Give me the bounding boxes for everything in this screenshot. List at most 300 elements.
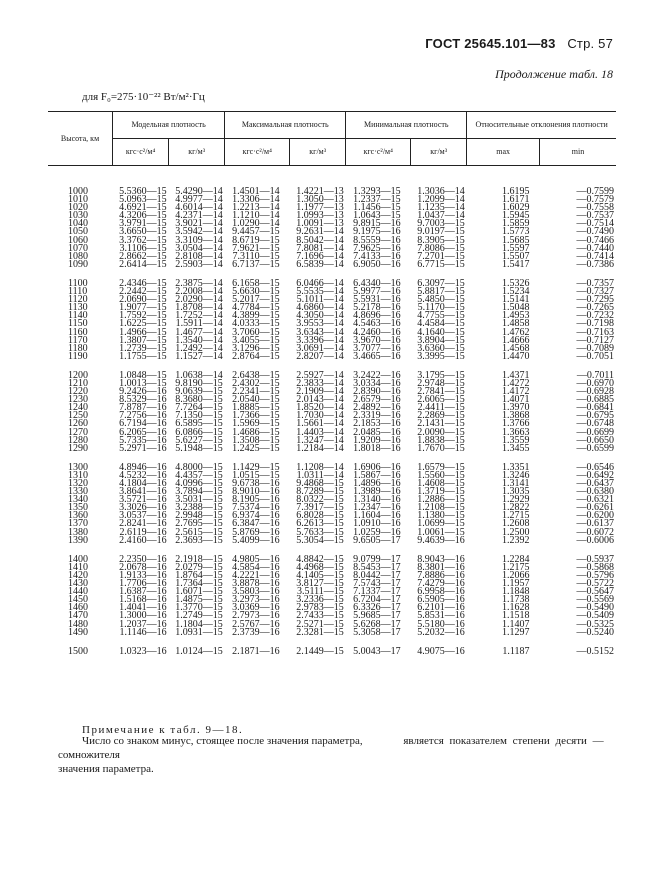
value-cell: 1.0643—15 xyxy=(353,210,401,222)
value-cell: 1.0515—15 xyxy=(232,469,280,481)
height-cell: 1160 xyxy=(68,326,88,338)
height-cell: 1000 xyxy=(68,186,88,197)
value-cell: 1.2347—16 xyxy=(353,502,401,514)
value-cell: 1.3036—14 xyxy=(417,186,465,197)
value-cell: 6.2101—16 xyxy=(417,602,465,614)
value-cell: 2.0090—15 xyxy=(417,426,465,438)
value-cell: 2.1449—15 xyxy=(296,645,344,657)
value-cell: 1.2184—14 xyxy=(296,442,344,454)
max-header: max xyxy=(467,139,540,166)
height-header: Высота, км xyxy=(48,112,113,166)
value-cell: 5.6268—17 xyxy=(353,618,401,630)
value-cell: 7.9621—15 xyxy=(232,242,280,254)
value-cell: —0.7579 xyxy=(576,194,614,206)
value-cell: 2.4346—15 xyxy=(119,277,167,289)
value-cell: —0.6380 xyxy=(576,486,614,498)
value-cell: 3.0334—16 xyxy=(353,377,401,389)
value-cell: —0.7198 xyxy=(576,318,614,330)
height-cell: 1040 xyxy=(68,218,88,230)
value-cell: 1.4953 xyxy=(502,310,530,322)
value-cell: 4.2371—14 xyxy=(175,210,223,222)
value-cell: 1.3306—14 xyxy=(232,194,280,206)
value-cell: 1.2492—14 xyxy=(175,342,223,354)
value-cell: —0.5325 xyxy=(576,618,614,630)
value-cell: 1.1628 xyxy=(502,602,530,614)
value-cell: 5.9685—17 xyxy=(353,610,401,622)
value-cell: 3.6343—14 xyxy=(296,326,344,338)
value-cell: 1.2739—15 xyxy=(119,342,167,354)
value-cell: 8.0322—15 xyxy=(296,494,344,506)
height-cell: 1020 xyxy=(68,202,88,214)
value-cell: 1.2929 xyxy=(502,494,530,506)
unit-header: кг/м³ xyxy=(290,139,346,166)
value-cell: 7.2701—15 xyxy=(417,250,465,262)
value-cell: 9.0799—17 xyxy=(353,553,401,565)
value-cell: 1.0091—13 xyxy=(296,218,344,230)
value-cell: 2.0540—15 xyxy=(232,394,280,406)
value-cell: 2.6065—15 xyxy=(417,394,465,406)
value-cell: 6.7194—16 xyxy=(119,418,167,430)
value-cell: —0.6072 xyxy=(576,526,614,538)
value-cell: 1.5969—15 xyxy=(232,418,280,430)
height-cell: 1410 xyxy=(68,561,88,573)
value-cell: 5.0043—17 xyxy=(353,645,401,657)
height-cell: 1240 xyxy=(68,402,88,414)
value-cell: 5.5180—16 xyxy=(417,618,465,630)
value-cell: 2.5927—14 xyxy=(296,369,344,381)
value-cell: 1.6029 xyxy=(502,202,530,214)
value-cell: 6.3097—15 xyxy=(417,277,465,289)
value-cell: —0.6492 xyxy=(576,469,614,481)
value-cell: 7.8081—14 xyxy=(296,242,344,254)
value-cell: 3.6360—15 xyxy=(417,342,465,354)
value-cell: 1.9209—16 xyxy=(353,434,401,446)
value-cell: 2.2869—15 xyxy=(417,410,465,422)
value-cell: 2.7695—15 xyxy=(175,518,223,530)
value-cell: 1.4686—15 xyxy=(232,426,280,438)
value-cell: —0.7440 xyxy=(576,242,614,254)
value-cell: —0.5937 xyxy=(576,553,614,565)
height-cell: 1220 xyxy=(68,386,88,398)
value-cell: 6.8028—15 xyxy=(296,510,344,522)
unit-header: кгс·с²/м⁴ xyxy=(113,139,169,166)
value-cell: 1.1429—15 xyxy=(232,461,280,473)
value-cell: 1.2425—15 xyxy=(232,442,280,454)
value-cell: 1.6195 xyxy=(502,186,530,197)
value-cell: —0.6748 xyxy=(576,418,614,430)
value-cell: 1.2213—14 xyxy=(232,202,280,214)
value-cell: 1.1848 xyxy=(502,586,530,598)
value-cell: 2.8207—14 xyxy=(296,350,344,362)
value-cell: 1.1755—15 xyxy=(119,350,167,362)
value-cell: 4.5854—16 xyxy=(232,561,280,573)
unit-header: кгс·с²/м⁴ xyxy=(225,139,290,166)
value-cell: 5.4099—16 xyxy=(232,534,280,546)
value-cell: 1.4608—15 xyxy=(417,478,465,489)
value-cell: 1.3970 xyxy=(502,402,530,414)
value-cell: 7.8886—16 xyxy=(417,569,465,581)
value-cell: 6.9374—16 xyxy=(232,510,280,522)
value-cell: 1.1957 xyxy=(502,578,530,590)
value-cell: —0.5796 xyxy=(576,569,614,581)
value-cell: 6.2065—16 xyxy=(119,426,167,438)
value-cell: 1.4221—13 xyxy=(296,186,344,197)
height-cell: 1500 xyxy=(68,645,88,657)
value-cell: 1.4371 xyxy=(502,369,530,381)
table-row xyxy=(48,648,616,656)
value-cell: 1.7030—14 xyxy=(296,410,344,422)
value-cell: 4.2460—16 xyxy=(353,326,401,338)
value-cell: 2.2008—14 xyxy=(175,286,223,298)
value-cell: 5.5360—15 xyxy=(119,186,167,197)
height-cell: 1320 xyxy=(68,478,88,489)
value-cell: 5.5535—14 xyxy=(296,286,344,298)
value-cell: 1.7366—15 xyxy=(232,410,280,422)
value-cell: 8.6719—15 xyxy=(232,234,280,246)
value-cell: —0.5722 xyxy=(576,578,614,590)
value-cell: 1.9077—15 xyxy=(119,302,167,314)
value-cell: 8.1905—16 xyxy=(232,494,280,506)
value-cell: 1.1604—16 xyxy=(353,510,401,522)
value-cell: 1.7364—15 xyxy=(175,578,223,590)
value-cell: 5.8769—16 xyxy=(232,526,280,538)
table-row xyxy=(48,353,616,361)
value-cell: —0.7558 xyxy=(576,202,614,214)
value-cell: —0.6885 xyxy=(576,394,614,406)
value-cell: 7.3917—15 xyxy=(296,502,344,514)
value-cell: —0.6970 xyxy=(576,377,614,389)
value-cell: 3.4665—16 xyxy=(353,350,401,362)
value-cell: 5.0963—15 xyxy=(119,194,167,206)
note-title: Примечание к табл. 9—18. xyxy=(82,724,244,736)
value-cell: 2.5271—15 xyxy=(296,618,344,630)
value-cell: 2.0279—15 xyxy=(175,561,223,573)
value-cell: 1.3455 xyxy=(502,442,530,454)
height-cell: 1370 xyxy=(68,518,88,530)
table-row xyxy=(48,629,616,637)
value-cell: 7.1350—15 xyxy=(175,410,223,422)
density-table xyxy=(48,111,616,656)
value-cell: 9.0197—15 xyxy=(417,226,465,238)
value-cell: 4.9075—16 xyxy=(417,645,465,657)
height-cell: 1190 xyxy=(68,350,88,362)
value-cell: —0.7466 xyxy=(576,234,614,246)
value-cell: 9.8915—16 xyxy=(353,218,401,230)
value-cell: 1.0993—13 xyxy=(296,210,344,222)
value-cell: 3.5031—15 xyxy=(175,494,223,506)
value-cell: 1.0931—15 xyxy=(175,626,223,638)
value-cell: 2.4892—16 xyxy=(353,402,401,414)
value-cell: 1.1977—13 xyxy=(296,202,344,214)
value-cell: 1.2175 xyxy=(502,561,530,573)
value-cell: 9.8190—15 xyxy=(175,377,223,389)
value-cell: —0.6200 xyxy=(576,510,614,522)
value-cell: 3.9670—16 xyxy=(353,334,401,346)
value-cell: 2.5615—15 xyxy=(175,526,223,538)
value-cell: 2.9748—15 xyxy=(417,377,465,389)
value-cell: 1.1146—16 xyxy=(119,626,167,638)
value-cell: —0.6137 xyxy=(576,518,614,530)
height-cell: 1420 xyxy=(68,569,88,581)
value-cell: 7.5374—16 xyxy=(232,502,280,514)
value-cell: 8.5329—16 xyxy=(119,394,167,406)
value-cell: 1.5560—15 xyxy=(417,469,465,481)
value-cell: 5.8531—16 xyxy=(417,610,465,622)
value-cell: 1.5326 xyxy=(502,277,530,289)
value-cell: 3.3026—16 xyxy=(119,502,167,514)
value-cell: —0.5240 xyxy=(576,626,614,638)
value-cell: —0.7127 xyxy=(576,334,614,346)
value-cell: —0.6437 xyxy=(576,478,614,489)
value-cell: 6.3326—17 xyxy=(353,602,401,614)
value-cell: 1.1210—14 xyxy=(232,210,280,222)
value-cell: 7.7264—15 xyxy=(175,402,223,414)
value-cell: 1.4896—16 xyxy=(353,478,401,489)
value-cell: 1.0259—16 xyxy=(353,526,401,538)
value-cell: 1.3770—15 xyxy=(175,602,223,614)
value-cell: 6.5895—15 xyxy=(175,418,223,430)
value-cell: 1.2337—15 xyxy=(353,194,401,206)
value-cell: 1.0638—14 xyxy=(175,369,223,381)
table-row xyxy=(48,537,616,545)
value-cell: 4.2221—16 xyxy=(232,569,280,581)
value-cell: 3.5111—15 xyxy=(297,586,344,598)
height-cell: 1080 xyxy=(68,250,88,262)
height-cell: 1280 xyxy=(68,434,88,446)
value-cell: 9.2631—14 xyxy=(296,226,344,238)
value-cell: 1.1235—14 xyxy=(417,202,465,214)
value-cell: 4.3050—14 xyxy=(296,310,344,322)
value-cell: 2.8662—15 xyxy=(119,250,167,262)
height-cell: 1210 xyxy=(68,377,88,389)
value-cell: 1.7592—15 xyxy=(119,310,167,322)
note-line1b: является показателем степени десяти — сомножителя xyxy=(58,735,604,761)
value-cell: 1.5945 xyxy=(502,210,530,222)
value-cell: 2.0690—15 xyxy=(119,294,167,306)
value-cell: 3.5721—16 xyxy=(119,494,167,506)
value-cell: 5.4850—15 xyxy=(417,294,465,306)
value-cell: —0.7490 xyxy=(576,226,614,238)
value-cell: —0.5647 xyxy=(576,586,614,598)
value-cell: 1.6906—16 xyxy=(353,461,401,473)
height-cell: 1400 xyxy=(68,553,88,565)
value-cell: 1.8764—15 xyxy=(175,569,223,581)
value-cell: 9.6738—16 xyxy=(232,478,280,489)
height-cell: 1380 xyxy=(68,526,88,538)
height-cell: 1030 xyxy=(68,210,88,222)
value-cell: 1.2284 xyxy=(502,553,530,565)
height-cell: 1170 xyxy=(68,334,88,346)
height-cell: 1180 xyxy=(68,342,88,354)
value-cell: 4.9805—16 xyxy=(232,553,280,565)
height-cell: 1300 xyxy=(68,461,88,473)
value-cell: 1.3807—15 xyxy=(119,334,167,346)
value-cell: 4.4584—15 xyxy=(417,318,465,330)
value-cell: 2.3319—16 xyxy=(353,410,401,422)
value-cell: 3.3762—15 xyxy=(119,234,167,246)
value-cell: 2.2442—15 xyxy=(119,286,167,298)
value-cell: 1.4875—15 xyxy=(175,594,223,606)
value-cell: 2.1918—15 xyxy=(175,553,223,565)
value-cell: 6.5839—14 xyxy=(296,258,344,270)
value-cell: 2.1871—16 xyxy=(232,645,280,657)
value-cell: 2.3875—14 xyxy=(175,277,223,289)
height-cell: 1200 xyxy=(68,369,88,381)
value-cell: 7.1337—17 xyxy=(353,586,401,598)
height-cell: 1090 xyxy=(68,258,88,270)
value-cell: 1.6071—15 xyxy=(175,586,223,598)
value-cell: 4.0333—15 xyxy=(232,318,280,330)
value-cell: 3.2422—16 xyxy=(353,369,401,381)
value-cell: 4.0996—15 xyxy=(175,478,223,489)
value-cell: 2.3833—14 xyxy=(296,377,344,389)
value-cell: 7.2756—16 xyxy=(119,410,167,422)
value-cell: 4.8000—15 xyxy=(175,461,223,473)
value-cell: 6.2613—15 xyxy=(296,518,344,530)
value-cell: 7.1696—14 xyxy=(296,250,344,262)
value-cell: 9.2426—16 xyxy=(119,386,167,398)
value-cell: —0.5152 xyxy=(576,645,614,657)
value-cell: 1.5685 xyxy=(502,234,530,246)
value-cell: 1.1456—15 xyxy=(353,202,401,214)
height-cell: 1120 xyxy=(68,294,88,306)
value-cell: 5.7335—16 xyxy=(119,434,167,446)
height-cell: 1250 xyxy=(68,410,88,422)
value-cell: 1.6171 xyxy=(502,194,530,206)
value-cell: 2.9948—15 xyxy=(175,510,223,522)
value-cell: —0.7232 xyxy=(576,310,614,322)
value-cell: 3.9791—15 xyxy=(119,218,167,230)
value-cell: 6.4340—16 xyxy=(353,277,401,289)
value-cell: 1.2749—15 xyxy=(175,610,223,622)
value-cell: 2.8241—16 xyxy=(119,518,167,530)
table-body xyxy=(48,166,616,656)
value-cell: 1.3246 xyxy=(502,469,530,481)
value-cell: 2.4160—16 xyxy=(119,534,167,546)
value-cell: 1.4568 xyxy=(502,342,530,354)
value-cell: 4.3899—15 xyxy=(232,310,280,322)
value-cell: —0.6841 xyxy=(576,402,614,414)
value-cell: 2.1909—14 xyxy=(296,386,344,398)
value-cell: 6.7204—17 xyxy=(353,594,401,606)
value-cell: 9.1975—16 xyxy=(353,226,401,238)
value-cell: 1.1208—14 xyxy=(296,461,344,473)
min-header: min xyxy=(540,139,617,166)
value-cell: 9.4639—16 xyxy=(417,534,465,546)
value-cell: 3.8904—15 xyxy=(417,334,465,346)
value-cell: 1.5417 xyxy=(502,258,530,270)
height-cell: 1340 xyxy=(68,494,88,506)
value-cell: 8.5453—17 xyxy=(353,561,401,573)
value-cell: 1.1518 xyxy=(502,610,530,622)
value-cell: 3.0504—14 xyxy=(175,242,223,254)
value-cell: 3.3109—14 xyxy=(175,234,223,246)
value-cell: 6.0466—14 xyxy=(296,277,344,289)
value-cell: 8.3680—15 xyxy=(175,394,223,406)
value-cell: 2.5903—14 xyxy=(175,258,223,270)
value-cell: 1.2500 xyxy=(502,526,530,538)
value-cell: 1.7252—14 xyxy=(175,310,223,322)
value-cell: —0.6261 xyxy=(576,502,614,514)
value-cell: —0.6546 xyxy=(576,461,614,473)
value-cell: 8.3801—16 xyxy=(417,561,465,573)
value-cell: 2.4302—15 xyxy=(232,377,280,389)
value-cell: 2.1853—16 xyxy=(353,418,401,430)
value-cell: 1.3508—15 xyxy=(232,434,280,446)
value-cell: 2.0678—16 xyxy=(119,561,167,573)
value-cell: 6.3847—16 xyxy=(232,518,280,530)
value-cell: —0.7265 xyxy=(576,302,614,314)
value-cell: 9.4868—15 xyxy=(296,478,344,489)
value-cell: 2.9783—15 xyxy=(296,602,344,614)
value-cell: 2.8108—14 xyxy=(175,250,223,262)
value-cell: 1.9133—16 xyxy=(119,569,167,581)
value-cell: 1.3540—14 xyxy=(175,334,223,346)
value-cell: 4.4968—15 xyxy=(296,561,344,573)
height-cell: 1150 xyxy=(68,318,88,330)
value-cell: —0.5409 xyxy=(576,610,614,622)
value-cell: 2.4411—15 xyxy=(417,402,465,414)
value-cell: 3.8641—16 xyxy=(119,486,167,498)
value-cell: 1.4172 xyxy=(502,386,530,398)
value-cell: 8.3905—15 xyxy=(417,234,465,246)
value-cell: 3.8127—15 xyxy=(296,578,344,590)
height-cell: 1440 xyxy=(68,586,88,598)
value-cell: 6.7715—15 xyxy=(417,258,465,270)
value-cell: 9.0639—15 xyxy=(175,386,223,398)
height-cell: 1260 xyxy=(68,418,88,430)
value-cell: 1.5867—16 xyxy=(353,469,401,481)
value-cell: 3.5803—16 xyxy=(232,586,280,598)
value-cell: 4.8946—16 xyxy=(119,461,167,473)
value-cell: 1.3989—16 xyxy=(353,486,401,498)
value-cell: 8.0442—17 xyxy=(353,569,401,581)
value-cell: 1.8520—14 xyxy=(296,402,344,414)
value-cell: 1.5048 xyxy=(502,302,530,314)
value-cell: 6.0866—15 xyxy=(175,426,223,438)
value-cell: 2.1431—15 xyxy=(417,418,465,430)
value-cell: 1.5661—14 xyxy=(296,418,344,430)
value-cell: 2.6579—16 xyxy=(353,394,401,406)
value-cell: 4.6014—14 xyxy=(175,202,223,214)
model-density-header: Модельная плотность xyxy=(113,112,225,139)
value-cell: 1.5234 xyxy=(502,286,530,298)
value-cell: 1.4272 xyxy=(502,377,530,389)
value-cell: —0.6006 xyxy=(576,534,614,546)
value-cell: 1.6225—15 xyxy=(119,318,167,330)
note-text xyxy=(58,734,638,776)
value-cell: 1.1527—14 xyxy=(175,350,223,362)
height-cell: 1490 xyxy=(68,626,88,638)
height-cell: 1310 xyxy=(68,469,88,481)
value-cell: 1.2037—16 xyxy=(119,618,167,630)
height-cell: 1350 xyxy=(68,502,88,514)
value-cell: 6.9050—16 xyxy=(353,258,401,270)
value-cell: 4.4357—15 xyxy=(175,469,223,481)
value-cell: 1.3351 xyxy=(502,461,530,473)
value-cell: 1.3000—16 xyxy=(119,610,167,622)
value-cell: 4.6921—15 xyxy=(119,202,167,214)
value-cell: 1.1187 xyxy=(502,645,530,657)
height-cell: 1270 xyxy=(68,426,88,438)
value-cell: 7.3110—15 xyxy=(232,250,280,262)
value-cell: 1.3559 xyxy=(502,434,530,446)
value-cell: 1.4666 xyxy=(502,334,530,346)
value-cell: 1.7706—16 xyxy=(119,578,167,590)
value-cell: 1.3663 xyxy=(502,426,530,438)
value-cell: 5.6227—15 xyxy=(175,434,223,446)
value-cell: 3.1106—15 xyxy=(119,242,167,254)
